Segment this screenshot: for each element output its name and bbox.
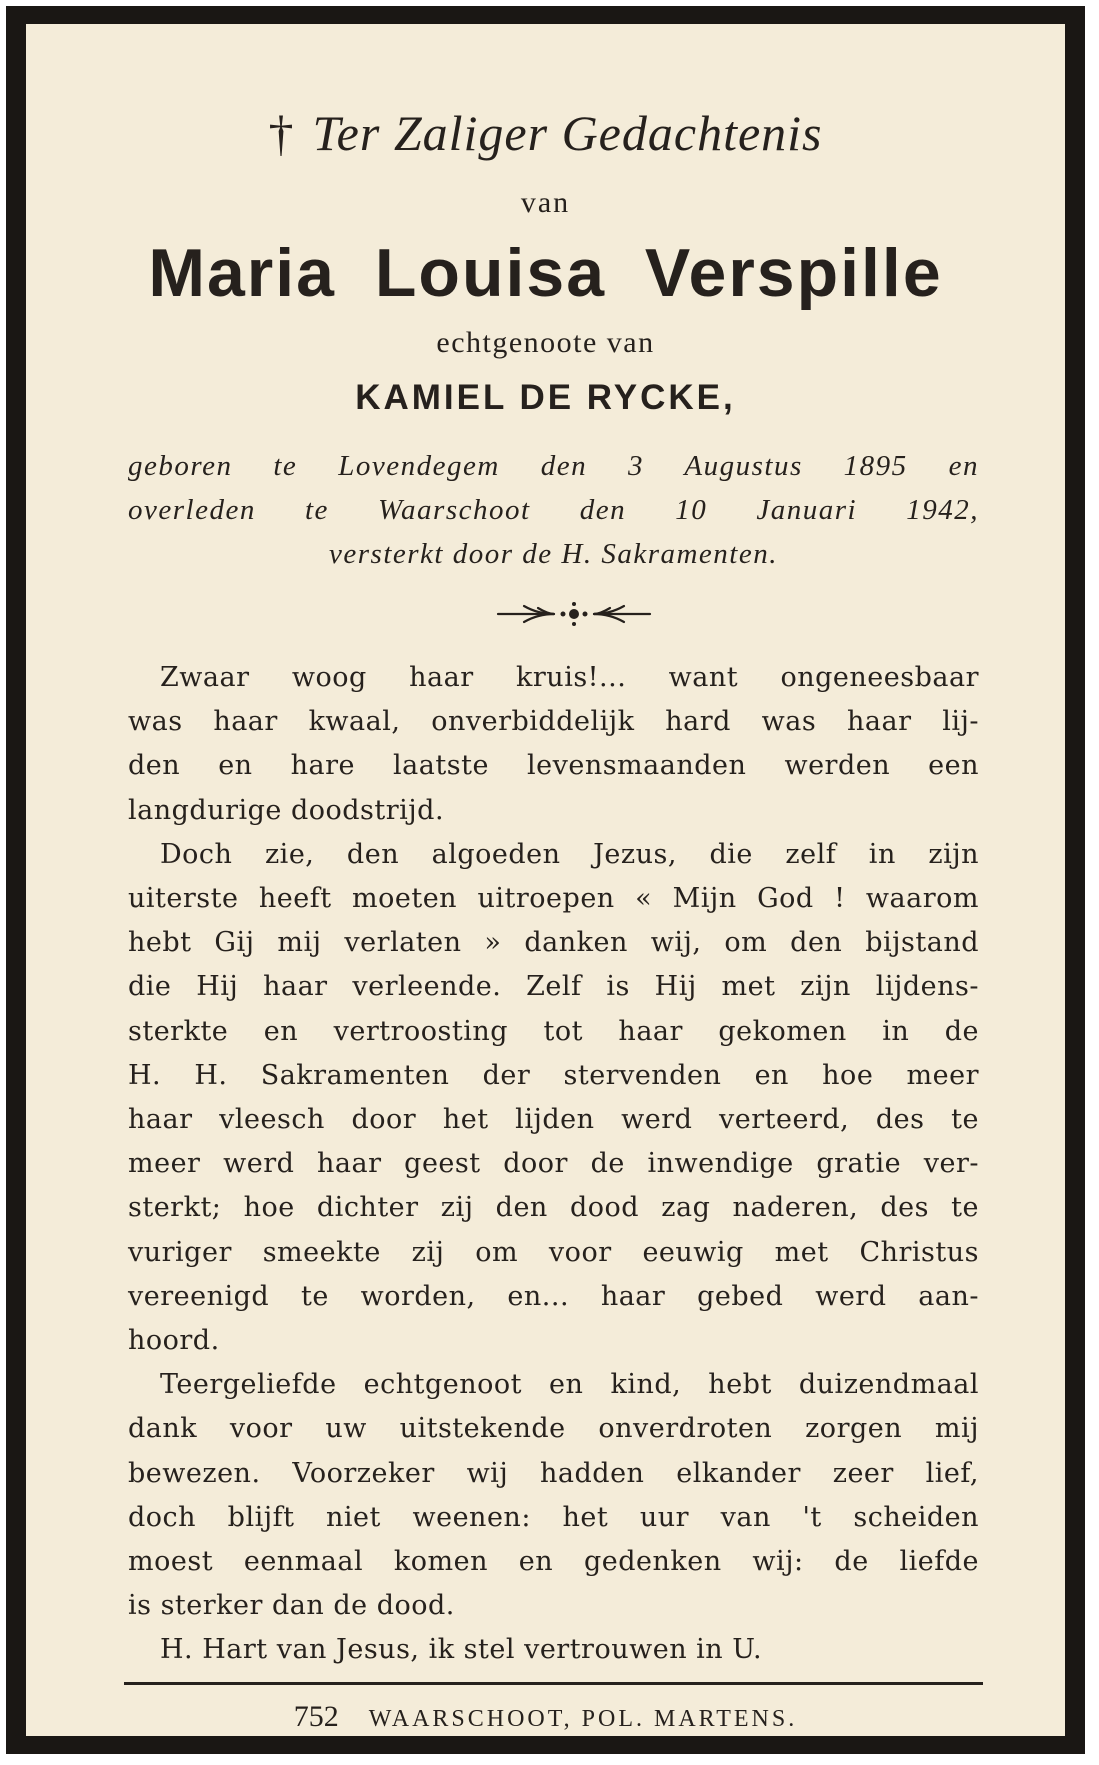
body-line: vuriger smeekte zij om voor eeuwig met Christus: [128, 1236, 979, 1268]
body-line: sterkte en vertroosting tot haar gekomen in de: [128, 1015, 979, 1047]
body-line: Teergeliefde echtgenoot en kind, hebt duizendmaal: [160, 1369, 979, 1401]
body-line: is sterker dan de dood.: [128, 1590, 455, 1622]
body-line: dank voor uw uitstekende onverdroten zorgen mij: [128, 1413, 979, 1445]
body-line: bewezen. Voorzeker wij hadden elkander zeer lief,: [128, 1457, 979, 1489]
spouse-label: echtgenoote van: [436, 326, 655, 359]
ornament-divider-icon: [494, 596, 654, 632]
body-line: uiterste heeft moeten uitroepen « Mijn God ! waarom: [128, 883, 979, 915]
body-line: langdurige doodstrijd.: [128, 794, 445, 826]
body-line: die Hij haar verleende. Zelf is Hij met zijn lijdens-: [128, 971, 979, 1003]
body-line: doch blijft niet weenen: het uur van 't scheiden: [128, 1501, 979, 1533]
body-line: H. H. Sakramenten der stervenden en hoe meer: [128, 1059, 979, 1091]
body-line: meer werd haar geest door de inwendige gratie ver-: [128, 1148, 979, 1180]
memorial-card: [6, 6, 1085, 1754]
body-line: was haar kwaal, onverbiddelijk hard was haar lij-: [128, 706, 979, 738]
body-line: haar vleesch door het lijden werd verteerd, des te: [128, 1104, 979, 1136]
bio-block: [128, 444, 979, 576]
bio-line: versterkt door de H. Sakramenten.: [329, 538, 778, 570]
deceased-name: Maria Louisa Verspille: [148, 235, 943, 311]
spouse-name: KAMIEL DE RYCKE,: [355, 378, 736, 417]
body-line: Doch zie, den algoeden Jezus, die zelf in zijn: [160, 838, 979, 870]
body-line: Zwaar woog haar kruis!... want ongeneesbaar: [160, 662, 979, 693]
body-line: vereenigd te worden, en... haar gebed werd aan-: [128, 1280, 979, 1312]
footer-divider: [124, 1682, 983, 1685]
printer-name: WAARSCHOOT, POL. MARTENS.: [368, 1706, 798, 1732]
bio-line: overleden te Waarschoot den 10 Januari 1942,: [128, 494, 979, 526]
body-text: [128, 656, 979, 1673]
heading-title: Ter Zaliger Gedachtenis: [312, 105, 823, 161]
card-heading: [26, 104, 1065, 162]
card-paper: [26, 24, 1065, 1736]
body-line: H. Hart van Jesus, ik stel vertrouwen in U.: [160, 1634, 763, 1666]
body-line: den en hare laatste levensmaanden werden een: [128, 750, 979, 782]
card-number: 752: [293, 1700, 339, 1733]
printer-footer: [26, 1700, 1065, 1734]
bio-line: geboren te Lovendegem den 3 Augustus 1895 en: [128, 450, 979, 482]
body-line: sterkt; hoe dichter zij den dood zag naderen, des te: [128, 1192, 979, 1224]
body-line: hoord.: [128, 1325, 220, 1357]
body-line: moest eenmaal komen en gedenken wij: de liefde: [128, 1546, 979, 1578]
cross-icon: †: [268, 105, 295, 161]
body-line: hebt Gij mij verlaten » danken wij, om den bijstand: [128, 927, 979, 959]
van-text: van: [520, 186, 571, 219]
